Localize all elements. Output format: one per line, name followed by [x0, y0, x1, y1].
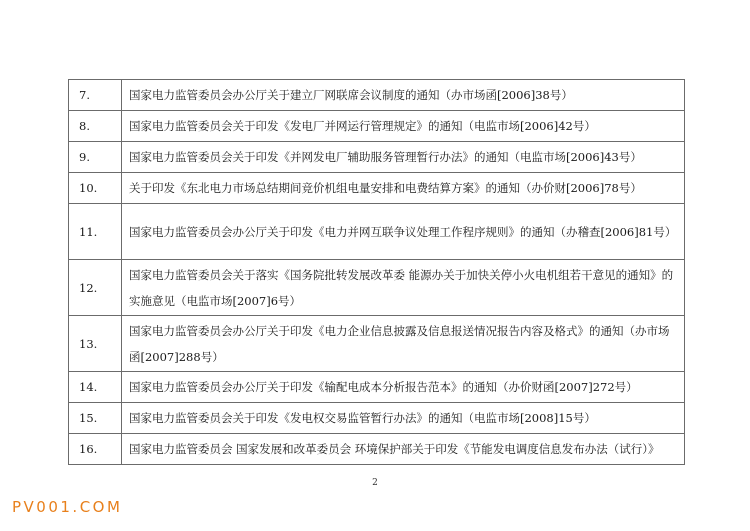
row-text: 国家电力监管委员会关于印发《发电厂并网运行管理规定》的通知（电监市场[2006]42号） — [122, 111, 685, 142]
table-row — [69, 316, 685, 372]
row-text: 国家电力监管委员会 国家发展和改革委员会 环境保护部关于印发《节能发电调度信息发布办法（试行）》 — [122, 434, 685, 465]
row-number: 16. — [69, 434, 122, 465]
row-number: 13. — [69, 316, 122, 372]
row-number: 9. — [69, 142, 122, 173]
row-text: 国家电力监管委员会办公厅关于建立厂网联席会议制度的通知（办市场函[2006]38号） — [122, 80, 685, 111]
table-row — [69, 111, 685, 142]
row-text: 国家电力监管委员会关于落实《国务院批转发展改革委 能源办关于加快关停小火电机组若干意见的通知》的实施意见（电监市场[2007]6号） — [122, 260, 685, 316]
row-text: 国家电力监管委员会关于印发《并网发电厂辅助服务管理暂行办法》的通知（电监市场[2006]43号） — [122, 142, 685, 173]
regulation-list-table — [68, 79, 685, 465]
table-row — [69, 372, 685, 403]
row-number: 8. — [69, 111, 122, 142]
page-number: 2 — [372, 478, 378, 488]
row-text: 关于印发《东北电力市场总结期间竞价机组电量安排和电费结算方案》的通知（办价财[2006]78号） — [122, 173, 685, 204]
table-row — [69, 403, 685, 434]
row-text: 国家电力监管委员会办公厅关于印发《电力企业信息披露及信息报送情况报告内容及格式》的通知（办市场函[2007]288号） — [122, 316, 685, 372]
row-text: 国家电力监管委员会办公厅关于印发《电力并网互联争议处理工作程序规则》的通知（办稽查[2006]81号） — [122, 204, 685, 260]
watermark-text: PV001.COM — [12, 498, 123, 516]
row-text: 国家电力监管委员会办公厅关于印发《输配电成本分析报告范本》的通知（办价财函[2007]272号） — [122, 372, 685, 403]
row-number: 10. — [69, 173, 122, 204]
table-row — [69, 142, 685, 173]
row-number: 7. — [69, 80, 122, 111]
row-number: 11. — [69, 204, 122, 260]
row-number: 15. — [69, 403, 122, 434]
table-row — [69, 204, 685, 260]
row-text: 国家电力监管委员会关于印发《发电权交易监管暂行办法》的通知（电监市场[2008]15号） — [122, 403, 685, 434]
table-row — [69, 260, 685, 316]
row-number: 12. — [69, 260, 122, 316]
table-row — [69, 434, 685, 465]
table-row — [69, 80, 685, 111]
row-number: 14. — [69, 372, 122, 403]
table-row — [69, 173, 685, 204]
